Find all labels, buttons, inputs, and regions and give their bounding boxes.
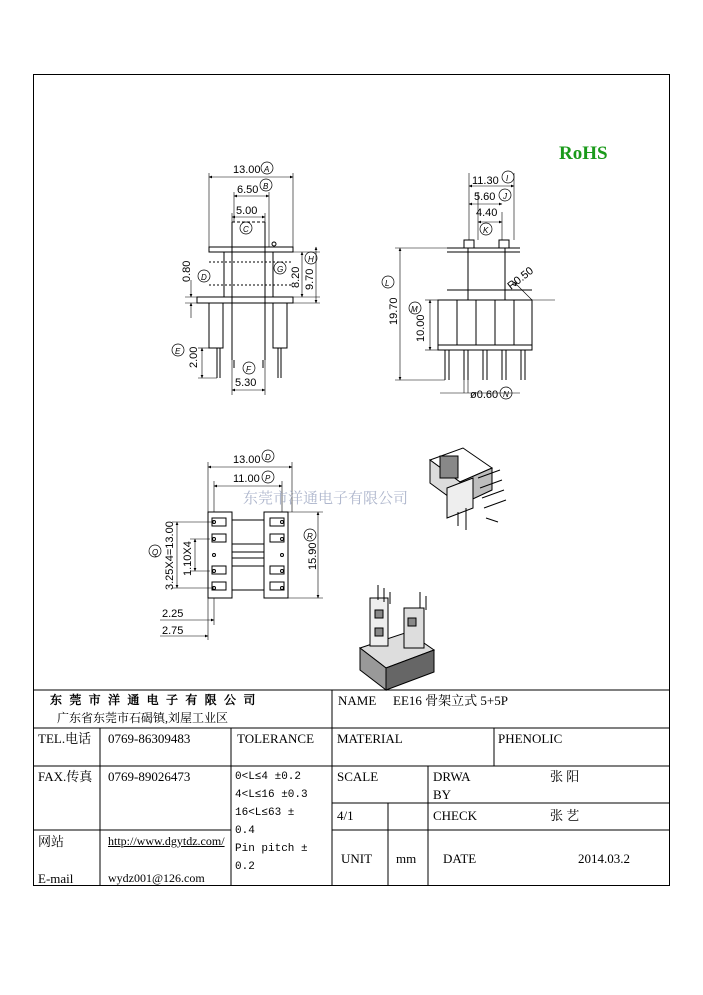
tolerance-line-1: 0<L≤4 ±0.2 — [235, 771, 302, 783]
label-b: B — [263, 182, 269, 191]
fax-label: FAX.传真 — [38, 769, 93, 784]
side-view-labels — [382, 171, 536, 401]
side-view — [395, 173, 555, 393]
rohs-label: RoHS — [559, 143, 608, 164]
tolerance-line-2: 4<L≤16 ±0.3 — [235, 789, 308, 801]
radius: R0.50 — [505, 264, 536, 293]
unit-value: mm — [396, 851, 417, 866]
label-e: E — [175, 347, 181, 356]
isometric-view-1 — [430, 448, 506, 530]
label-l: L — [385, 279, 390, 288]
dim-n: ø0.60 — [470, 389, 499, 401]
company-address: 广东省东莞市石碣镇,刘屋工业区 — [57, 711, 229, 725]
dim-h: 9.70 — [304, 268, 316, 290]
dim-e: 2.00 — [188, 346, 200, 368]
dim-b: 6.50 — [237, 184, 259, 196]
label-f: F — [246, 365, 251, 374]
unit-label: UNIT — [341, 851, 373, 866]
dim-j: 5.60 — [474, 191, 496, 203]
label-h: H — [308, 255, 314, 264]
dim-r: 15.90 — [307, 542, 319, 570]
company-name: 东 莞 市 洋 通 电 子 有 限 公 司 — [50, 693, 258, 707]
dim-a: 13.00 — [233, 164, 261, 176]
tolerance-line-3: 16<L≤63 ± — [235, 807, 295, 819]
label-n: N — [503, 390, 509, 399]
email-value: wydz001@126.com — [108, 871, 205, 885]
name-value: EE16 骨架立式 5+5P — [393, 693, 508, 708]
date-label: DATE — [443, 851, 477, 866]
name-label: NAME — [338, 693, 377, 708]
label-i: I — [506, 174, 509, 183]
dim-o: 13.00 — [233, 454, 261, 466]
label-m: M — [411, 305, 418, 314]
scale-value: 4/1 — [337, 808, 354, 823]
date-value: 2014.03.2 — [578, 851, 630, 866]
check-value: 张 艺 — [550, 808, 580, 823]
label-k: K — [483, 226, 489, 235]
website-link[interactable]: http://www.dgytdz.com/ — [108, 834, 225, 848]
website-label: 网站 — [38, 834, 65, 849]
dim-f: 5.30 — [235, 377, 257, 389]
dim-c: 5.00 — [236, 205, 258, 217]
tolerance-label: TOLERANCE — [237, 731, 315, 746]
dim-u: 2.75 — [162, 625, 184, 637]
fax-value: 0769-89026473 — [108, 769, 191, 784]
dim-l: 19.70 — [388, 297, 400, 325]
material-value: PHENOLIC — [498, 731, 563, 746]
label-d: D — [201, 273, 207, 282]
tel-value: 0769-86309483 — [108, 731, 191, 746]
tolerance-line-6: 0.2 — [235, 861, 255, 873]
watermark: 东莞市洋通电子有限公司 — [243, 489, 409, 507]
drawn-by-label-1: DRWA — [433, 769, 471, 784]
label-p: P — [265, 474, 271, 483]
isometric-view-2 — [360, 585, 434, 690]
dim-m: 10.00 — [415, 314, 427, 342]
dim-g: 8.20 — [290, 266, 302, 288]
tolerance-line-5: Pin pitch ± — [235, 843, 308, 855]
label-j: J — [503, 192, 507, 201]
label-o: D — [265, 453, 271, 462]
dim-p: 11.00 — [233, 473, 260, 485]
label-g: G — [277, 265, 284, 274]
dim-i: 11.30 — [472, 175, 499, 187]
scale-label: SCALE — [337, 769, 379, 784]
email-label: E-mail — [38, 871, 74, 886]
material-label: MATERIAL — [337, 731, 403, 746]
drawn-by-value: 张 阳 — [550, 769, 580, 784]
dim-t: 2.25 — [162, 608, 184, 620]
dim-d: 0.80 — [181, 260, 193, 282]
dim-q: 3.25X4=13.00 — [164, 521, 176, 590]
tolerance-line-4: 0.4 — [235, 825, 255, 837]
label-r: R — [307, 532, 313, 541]
check-label: CHECK — [433, 808, 478, 823]
label-a: A — [264, 165, 270, 174]
label-q: Q — [152, 548, 159, 557]
dim-s: 1.10X4 — [182, 541, 194, 576]
dim-k: 4.40 — [476, 207, 498, 219]
tel-label: TEL.电话 — [38, 731, 92, 746]
label-c: C — [243, 225, 249, 234]
drawn-by-label-2: BY — [433, 787, 452, 802]
